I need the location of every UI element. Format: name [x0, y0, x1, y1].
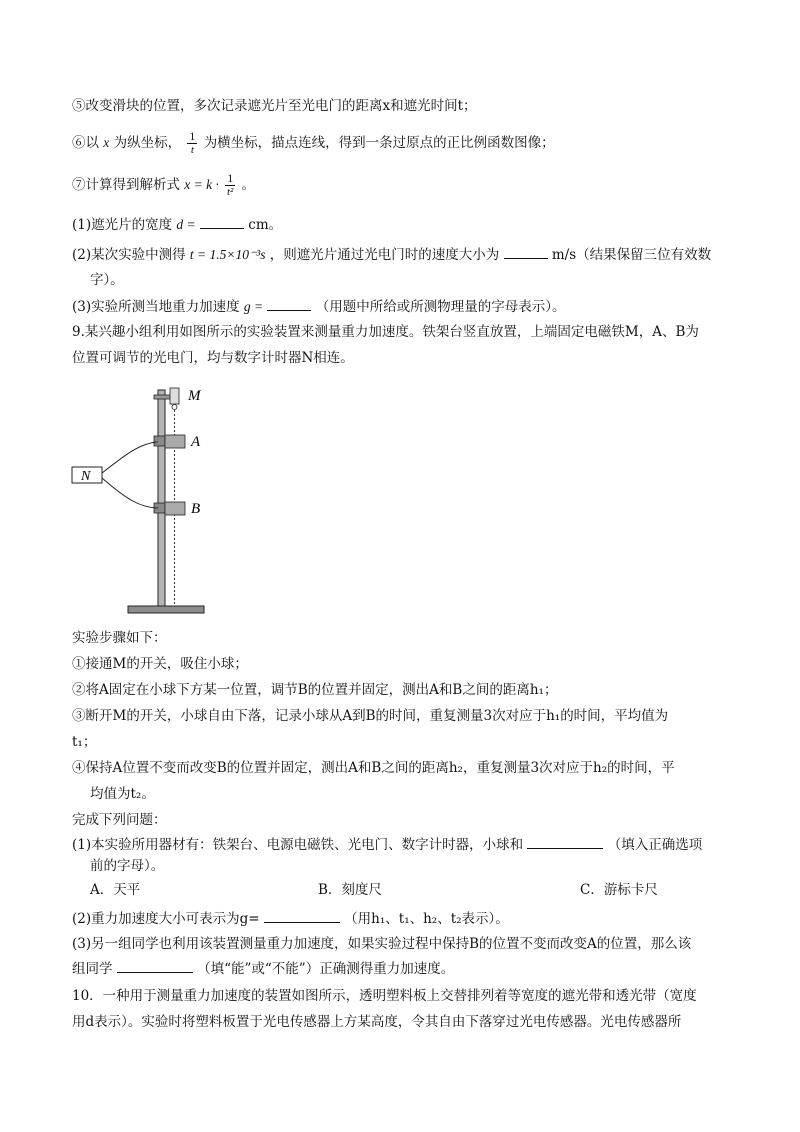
- q9-intro-1: 9.某兴趣小组利用如图所示的实验装置来测量重力加速度。铁架台竖直放置，上端固定电磁铁M，A、B为: [72, 324, 699, 340]
- electromagnet: [170, 388, 179, 404]
- option-c[interactable]: C．游标卡尺: [580, 882, 658, 898]
- step-6-mid: 为纵坐标，: [113, 135, 182, 151]
- step-7-fraction-numerator: 1: [227, 171, 234, 185]
- step-6-fraction-denominator: t: [190, 144, 194, 156]
- wire-to-b: [102, 478, 158, 508]
- label-a: A: [191, 434, 201, 450]
- q8-part-1-var: d =: [176, 217, 196, 232]
- q9-intro-2: 位置可调节的光电门，均与数字计时器N相连。: [72, 350, 354, 366]
- q8-part-1: [72, 214, 282, 235]
- q9-part-3a: (3)另一组同学也利用该装置测量重力加速度，如果实验过程中保持B的位置不变而改变A的位置，那么该: [72, 936, 692, 952]
- q8-part-2-suffix: ，则遮光片通过光电门时的速度大小为: [269, 247, 500, 263]
- answer-blank[interactable]: [504, 244, 548, 259]
- q8-part-2-unit: m/s（结果保留三位有效数: [551, 247, 712, 263]
- q9-step-3a: ③断开M的开关，小球自由下落，记录小球从A到B的时间，重复测量3次对应于h₁的时间，平均值为: [72, 708, 669, 724]
- q9-step-4a: ④保持A位置不变而改变B的位置并固定，测出A和B之间的距离h₂，重复测量3次对应于h₂的时间，平: [72, 760, 675, 776]
- q8-part-2-formula: t = 1.5×10⁻³s: [189, 247, 266, 262]
- q9-part-1-tail: （填入正确选项: [607, 837, 703, 853]
- q9-part-2-suffix: （用h₁、t₁、h₂、t₂表示）。: [344, 911, 509, 927]
- q9-part-2-prefix: (2)重力加速度大小可表示为g=: [72, 911, 260, 927]
- step-6-suffix: 为横坐标，描点连线，得到一条过原点的正比例函数图像；: [203, 135, 555, 151]
- q8-part-2-prefix: (2)某次实验中测得: [72, 247, 186, 263]
- wire-to-a: [102, 442, 158, 473]
- step-7-prefix: ⑦计算得到解析式: [72, 177, 180, 193]
- answer-blank[interactable]: [117, 958, 193, 973]
- q9-step-2: ②将A固定在小球下方某一位置，调节B的位置并固定，测出A和B之间的距离h₁；: [72, 682, 558, 698]
- answer-blank[interactable]: [267, 296, 311, 311]
- q9-part-1: [72, 834, 702, 855]
- photogate-a: [165, 435, 185, 448]
- q8-part-3-var: g =: [243, 299, 264, 314]
- step-6-prefix: ⑥以: [72, 135, 99, 151]
- q8-part-1-suffix: cm。: [248, 217, 283, 233]
- q9-part-2: [72, 908, 509, 929]
- step-6-fraction: [187, 130, 197, 157]
- step-5-text: ⑤改变滑块的位置，多次记录遮光片至光电门的距离x和遮光时间t；: [72, 98, 477, 114]
- q9-part-1-cont: 前的字母）。: [90, 858, 165, 874]
- q9-part-3b: [72, 958, 454, 979]
- ball: [172, 405, 177, 410]
- q9-part-3b-prefix: 组同学: [72, 961, 113, 977]
- label-m: M: [188, 388, 201, 404]
- q9-steps-title: 实验步骤如下：: [72, 630, 167, 646]
- step-6-x: x: [103, 135, 110, 150]
- answer-blank[interactable]: [527, 834, 603, 849]
- step-7-fraction-denominator: t²: [227, 186, 234, 198]
- answer-blank[interactable]: [200, 214, 244, 229]
- label-b: B: [191, 501, 201, 517]
- stand-pole: [158, 390, 165, 606]
- q8-part-3-suffix: （用题中所给或所测物理量的字母表示）。: [315, 299, 566, 315]
- q9-step-4b: 均值为t₂。: [90, 786, 155, 802]
- step-7: [72, 172, 255, 199]
- q9-part-3b-suffix: （填“能”或“不能”）正确测得重力加速度。: [197, 961, 455, 977]
- step-7-formula: x = k ·: [184, 177, 219, 192]
- q10-line-2: 用d表示）。实验时将塑料板置于光电传感器上方某高度，令其自由下落穿过光电传感器。光电传感器所: [72, 1014, 682, 1030]
- stand-base: [128, 606, 204, 613]
- gate-a-clamp: [154, 436, 165, 446]
- apparatus-figure: [70, 380, 220, 625]
- q8-part-3: [72, 296, 566, 317]
- q9-complete: 完成下列问题：: [72, 812, 167, 828]
- q9-part-1-text: (1)本实验所用器材有：铁架台、电源电磁铁、光电门、数字计时器，小球和: [72, 837, 524, 853]
- label-n: N: [81, 469, 91, 484]
- photogate-b: [165, 502, 185, 515]
- q9-step-3b: t₁；: [72, 734, 97, 750]
- step-7-suffix: 。: [241, 177, 255, 193]
- q8-part-2-cont: 字）。: [90, 272, 124, 288]
- q9-step-1: ①接通M的开关，吸住小球；: [72, 656, 248, 672]
- q8-part-3-prefix: (3)实验所测当地重力加速度: [72, 299, 240, 315]
- step-6-fraction-numerator: 1: [189, 129, 196, 143]
- step-6: [72, 130, 555, 157]
- q10-line-1: 10．一种用于测量重力加速度的装置如图所示，透明塑料板上交替排列着等宽度的遮光带和透光带（宽度: [72, 988, 697, 1004]
- q8-part-1-prefix: (1)遮光片的宽度: [72, 217, 173, 233]
- answer-blank[interactable]: [264, 908, 340, 923]
- option-a[interactable]: A．天平: [90, 882, 141, 898]
- option-b[interactable]: B．刻度尺: [318, 882, 382, 898]
- step-7-fraction: [225, 172, 235, 199]
- q8-part-2: [72, 244, 711, 265]
